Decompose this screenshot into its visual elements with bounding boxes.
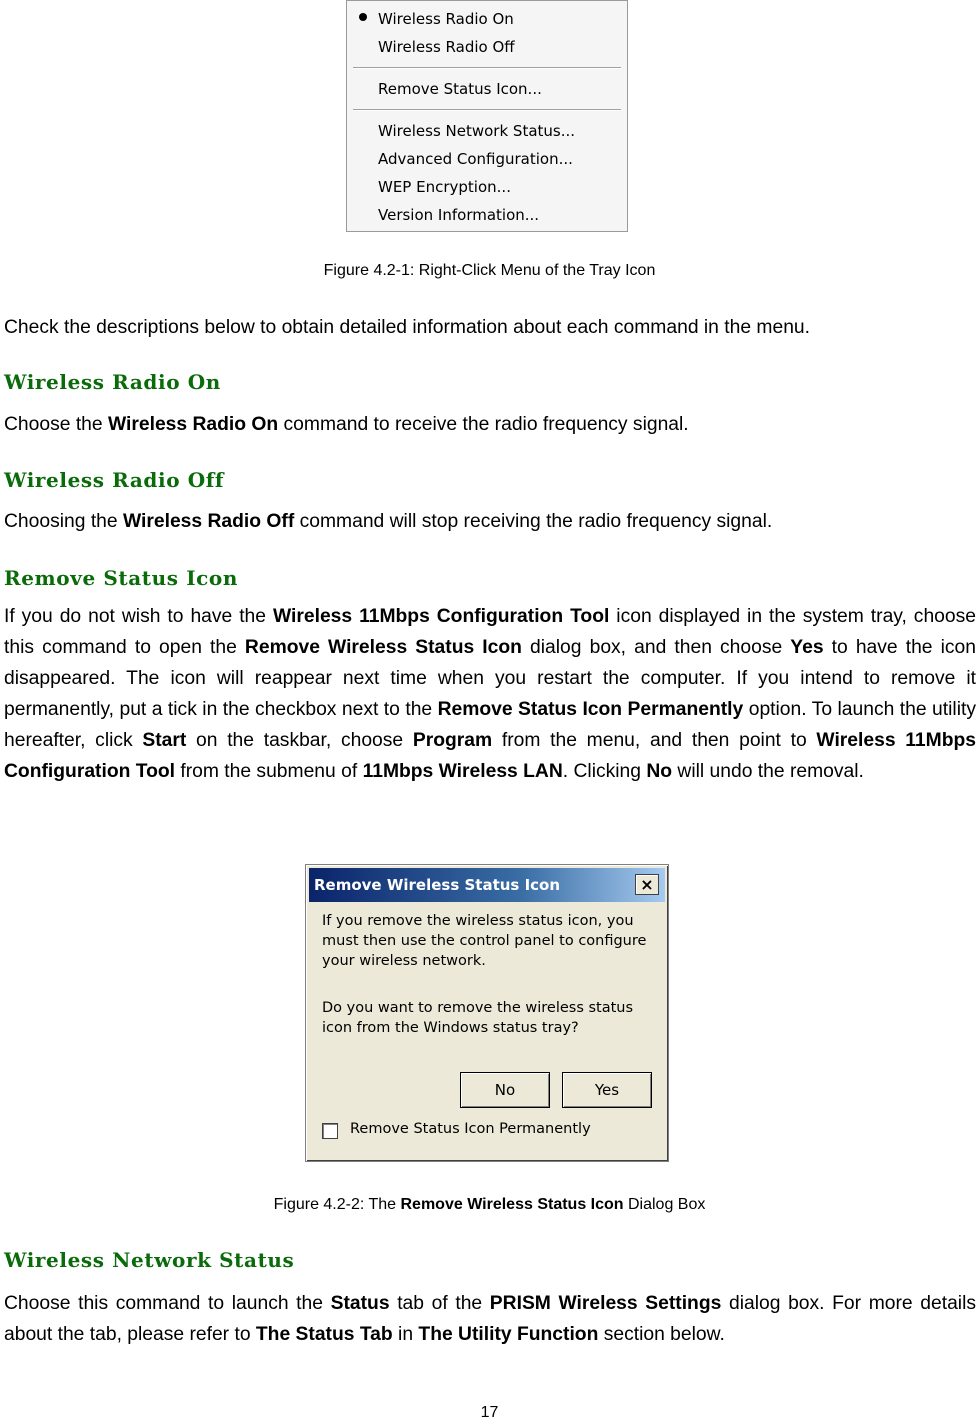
paragraph-remove-status-icon: If you do not wish to have the Wireless 11Mbps Configuration Tool icon displayed in the system tray, choose this command to open the Remove Wireless Status Icon dialog box, and then choose Yes to have the icon disappeared. The icon will reappear next time when you restart the computer. If you intend to remove it permanently, put a tick in the checkbox next to the Remove Status Icon Permanently option. To launch the utility hereafter, click Start on the taskbar, choose Program from the menu, and then point to Wireless 11Mbps Configuration Tool from the submenu of 11Mbps Wireless LAN. Clicking No will undo the removal. [4, 606, 976, 782]
menu-separator [353, 67, 621, 69]
figure-caption-1: Figure 4.2-1: Right-Click Menu of the Tray Icon [323, 262, 656, 279]
remove-permanently-label[interactable]: Remove Status Icon Permanently [350, 1121, 591, 1137]
page-number: 17 [480, 1404, 499, 1421]
menu-item-wireless-network-status[interactable]: Wireless Network Status... [378, 122, 576, 140]
menu-item-remove-status-icon[interactable]: Remove Status Icon... [378, 80, 542, 98]
yes-button[interactable]: Yes [562, 1072, 652, 1108]
remove-status-icon-dialog [305, 864, 669, 1162]
section-heading-radio-on: Wireless Radio On [4, 370, 221, 394]
menu-separator [353, 109, 621, 111]
menu-item-version-information[interactable]: Version Information... [378, 206, 540, 224]
dialog-message-line: your wireless network. [322, 953, 486, 969]
dialog-title-bar[interactable] [309, 868, 665, 902]
figure-caption-2: Figure 4.2-2: The Remove Wireless Status Icon Dialog Box [273, 1196, 706, 1213]
dialog-message-line: must then use the control panel to configure [322, 933, 647, 949]
no-button[interactable]: No [460, 1072, 550, 1108]
dialog-message-line: If you remove the wireless status icon, you [322, 913, 634, 929]
remove-permanently-checkbox[interactable] [322, 1123, 338, 1139]
paragraph-radio-on: Choose the Wireless Radio On command to receive the radio frequency signal. [4, 414, 689, 435]
section-heading-radio-off: Wireless Radio Off [4, 468, 225, 492]
tray-context-menu [346, 0, 628, 232]
dialog-question-line: Do you want to remove the wireless status [322, 1000, 634, 1016]
menu-item-wireless-radio-off[interactable]: Wireless Radio Off [378, 38, 515, 56]
dialog-question-line: icon from the Windows status tray? [322, 1020, 579, 1036]
paragraph-network-status: Choose this command to launch the Status tab of the PRISM Wireless Settings dialog box. For more details about the tab, please refer to The Status Tab in The Utility Function section below. [4, 1293, 977, 1345]
dialog-title: Remove Wireless Status Icon [314, 876, 561, 894]
intro-paragraph: Check the descriptions below to obtain detailed information about each command in the menu. [4, 317, 811, 338]
radio-bullet-icon [359, 13, 367, 21]
menu-item-wep-encryption[interactable]: WEP Encryption... [378, 178, 511, 196]
section-heading-remove-status-icon: Remove Status Icon [4, 566, 239, 590]
section-heading-network-status: Wireless Network Status [4, 1248, 295, 1272]
close-icon[interactable]: × [635, 874, 659, 895]
paragraph-radio-off: Choosing the Wireless Radio Off command will stop receiving the radio frequency signal. [4, 511, 773, 532]
menu-item-advanced-configuration[interactable]: Advanced Configuration... [378, 150, 573, 168]
menu-item-wireless-radio-on[interactable]: Wireless Radio On [378, 10, 514, 28]
